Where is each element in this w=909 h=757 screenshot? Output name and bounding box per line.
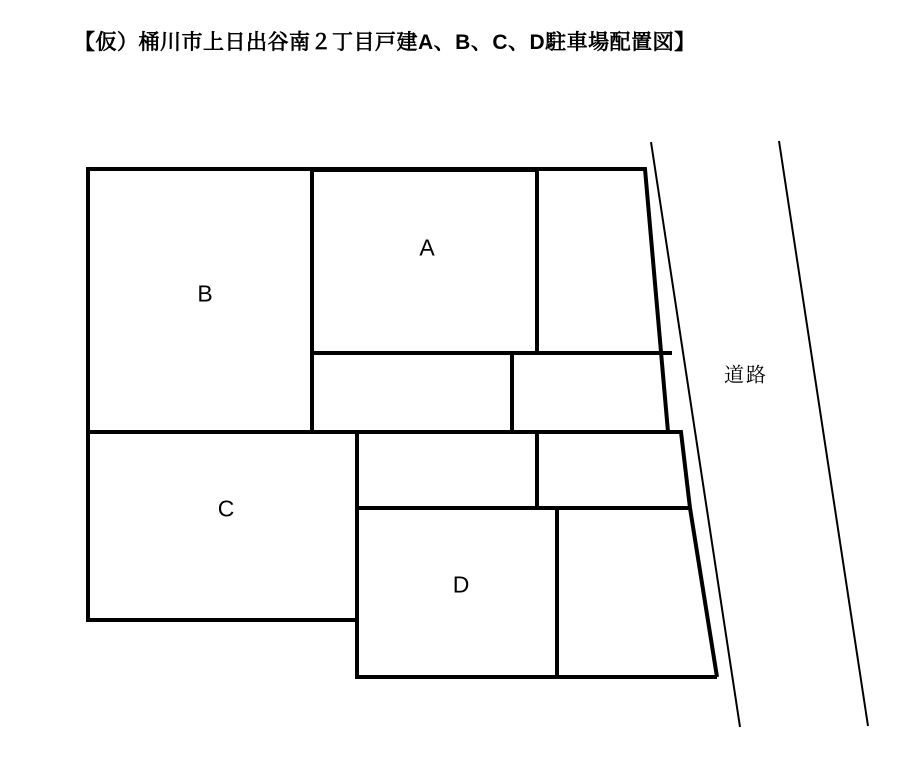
road-boundary-lines xyxy=(651,141,868,727)
road-outer-line xyxy=(779,141,868,726)
road-inner-line xyxy=(651,142,740,727)
lower-block-top-line xyxy=(88,432,690,508)
lot-d-outline xyxy=(357,508,717,677)
site-blocks xyxy=(88,169,717,677)
lot-label-c: C xyxy=(217,495,235,522)
road-label: 道路 xyxy=(724,364,768,387)
lower-block-right-edge xyxy=(690,508,717,677)
upper-block-outline xyxy=(88,169,668,432)
lot-c-left-bottom xyxy=(88,432,357,620)
lot-label-a: A xyxy=(419,234,435,261)
lot-label-b: B xyxy=(197,280,213,307)
page-title: 【仮）桶川市上日出谷南２丁目戸建A、B、C、D駐車場配置図】 xyxy=(74,31,696,54)
lot-label-d: D xyxy=(452,571,470,598)
lot-a-outline xyxy=(312,170,537,353)
